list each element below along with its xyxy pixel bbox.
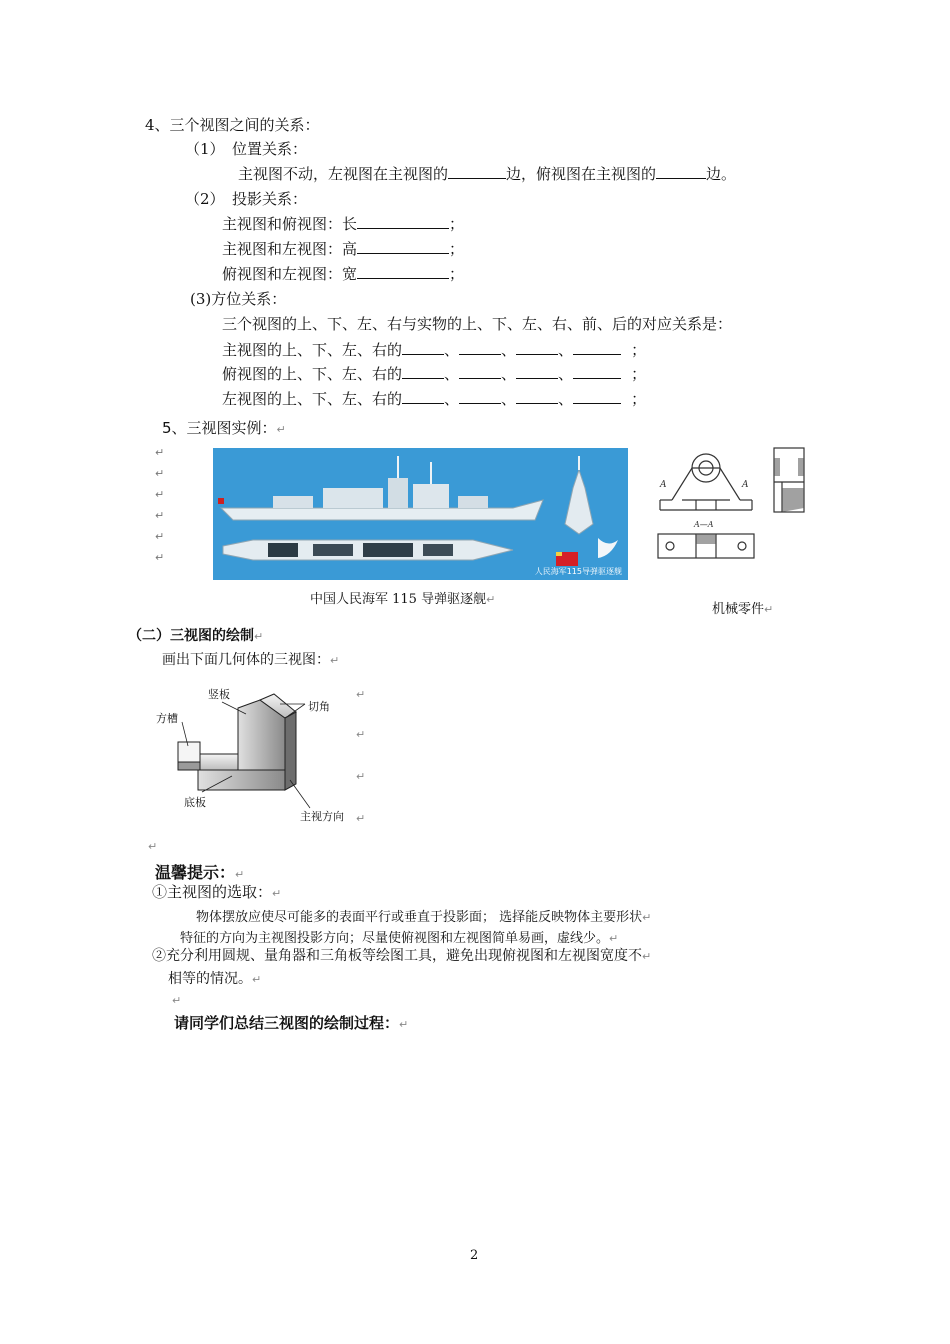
row-end: ；	[449, 215, 465, 233]
ship-caption	[310, 588, 495, 607]
row-end: ；	[631, 365, 647, 383]
orientation-row-text: 俯视图的上、下、左、右的	[222, 365, 403, 383]
projection-row	[222, 264, 464, 284]
projection-row-text: 俯视图和左视图：宽	[222, 265, 358, 283]
answer-blank	[516, 364, 558, 379]
paragraph-mark: ↵	[276, 423, 286, 436]
answer-blank	[357, 239, 449, 254]
orientation-intro: 三个视图的上、下、左、右与实物的上、下、左、右、前、后的对应关系是：	[222, 315, 733, 333]
projection-row	[222, 239, 464, 259]
orientation-row	[222, 364, 646, 384]
paragraph-mark: ↵	[272, 887, 282, 900]
tips-summary-text: 请同学们总结三视图的绘制过程：	[174, 1014, 400, 1032]
tips-heading-text: 温馨提示：	[155, 863, 236, 882]
separator: 、	[558, 341, 574, 359]
label-square-slot: 方槽	[156, 712, 178, 725]
paragraph-mark: ↵	[356, 728, 366, 741]
position-relation-line	[238, 164, 736, 184]
ship-caption-text: 中国人民海军 115 导弹驱逐舰	[310, 592, 487, 607]
paragraph-mark: ↵	[155, 530, 165, 543]
tips-summary	[174, 1012, 408, 1033]
label-chamfer: 切角	[308, 700, 330, 713]
ship-image-label: 人民海军115导弹驱逐舰	[534, 567, 622, 576]
answer-blank	[573, 389, 621, 404]
part2-heading-text: （二）三视图的绘制	[128, 628, 254, 644]
part-caption	[712, 598, 773, 617]
paragraph-mark: ↵	[486, 593, 496, 606]
answer-blank	[573, 340, 621, 355]
tips-item1-line2-text: 特征的方向为主视图投影方向；尽量使俯视图和左视图简单易画，虚线少。	[180, 931, 610, 946]
position-text-c: 边。	[706, 165, 737, 183]
projection-row-text: 主视图和俯视图：长	[222, 215, 358, 233]
tips-item2-line1-text: ②充分利用圆规、量角器和三角板等绘图工具，避免出现俯视图和左视图宽度不	[152, 948, 642, 964]
separator: 、	[444, 341, 460, 359]
position-relation-label: （1） 位置关系：	[185, 140, 308, 158]
orientation-relation-label: (3)方位关系：	[190, 290, 287, 308]
position-text-a: 主视图不动，左视图在主视图的	[238, 165, 449, 183]
part2-heading	[128, 626, 263, 647]
paragraph-mark: ↵	[155, 509, 165, 522]
geometric-solid-figure	[150, 680, 350, 825]
label-vertical-plate: 竖板	[208, 688, 230, 701]
tips-item2-line2-text: 相等的情况。	[168, 971, 252, 987]
section-view-label: A—A	[694, 520, 714, 529]
separator: 、	[501, 341, 517, 359]
paragraph-mark: ↵	[356, 770, 366, 783]
machine-part-drawing	[652, 438, 817, 573]
row-end: ；	[631, 341, 647, 359]
answer-blank	[459, 364, 501, 379]
paragraph-mark: ↵	[172, 994, 182, 1007]
answer-blank	[402, 364, 444, 379]
paragraph-mark: ↵	[399, 1018, 409, 1031]
paragraph-mark: ↵	[356, 812, 366, 825]
answer-blank	[402, 340, 444, 355]
label-main-direction: 主视方向	[300, 810, 344, 823]
paragraph-mark: ↵	[155, 488, 165, 501]
answer-blank	[357, 214, 449, 229]
page-number: 2	[470, 1248, 479, 1263]
tips-item2-line2	[168, 969, 261, 990]
orientation-row-text: 左视图的上、下、左、右的	[222, 390, 403, 408]
tips-item1-title	[152, 882, 281, 904]
separator: 、	[501, 390, 517, 408]
separator: 、	[558, 365, 574, 383]
answer-blank	[516, 389, 558, 404]
separator: 、	[444, 365, 460, 383]
tips-item1-title-text: ①主视图的选取：	[152, 883, 273, 901]
tips-item1-line1	[196, 906, 651, 925]
answer-blank	[448, 164, 506, 179]
projection-relation-label: （2） 投影关系：	[185, 190, 308, 208]
section5-title-text: 5、三视图实例：	[162, 419, 277, 437]
projection-row	[222, 214, 464, 234]
row-end: ；	[449, 240, 465, 258]
tips-item1-line2	[180, 927, 618, 946]
part-caption-text: 机械零件	[712, 602, 765, 617]
label-base-plate: 底板	[184, 796, 206, 809]
paragraph-mark: ↵	[642, 950, 652, 963]
tips-item2-line1	[152, 946, 651, 967]
row-end: ；	[631, 390, 647, 408]
paragraph-mark: ↵	[642, 911, 652, 924]
projection-row-text: 主视图和左视图：高	[222, 240, 358, 258]
separator: 、	[501, 365, 517, 383]
answer-blank	[573, 364, 621, 379]
section-marker-right: A	[742, 480, 749, 490]
orientation-row-text: 主视图的上、下、左、右的	[222, 341, 403, 359]
paragraph-mark: ↵	[155, 551, 165, 564]
paragraph-mark: ↵	[235, 868, 245, 881]
orientation-row	[222, 340, 646, 360]
paragraph-mark: ↵	[148, 840, 158, 853]
machine-part-svg	[652, 438, 817, 573]
answer-blank	[402, 389, 444, 404]
answer-blank	[516, 340, 558, 355]
paragraph-mark: ↵	[356, 688, 366, 701]
part2-instruction	[162, 650, 339, 671]
paragraph-mark: ↵	[254, 630, 264, 643]
separator: 、	[558, 390, 574, 408]
tips-item1-line1-text: 物体摆放应使尽可能多的表面平行或垂直于投影面； 选择能反映物体主要形状	[196, 910, 643, 925]
paragraph-mark: ↵	[330, 654, 340, 667]
part2-instruction-text: 画出下面几何体的三视图：	[162, 652, 330, 668]
section4-title: 4、三个视图之间的关系：	[145, 116, 320, 134]
section-marker-left: A	[660, 480, 667, 490]
orientation-row	[222, 389, 646, 409]
answer-blank	[459, 389, 501, 404]
answer-blank	[357, 264, 449, 279]
tips-heading	[155, 860, 244, 883]
section5-title	[162, 418, 286, 440]
paragraph-mark: ↵	[155, 446, 165, 459]
row-end: ；	[449, 265, 465, 283]
separator: 、	[444, 390, 460, 408]
paragraph-mark: ↵	[609, 932, 619, 945]
position-text-b: 边，俯视图在主视图的	[506, 165, 657, 183]
answer-blank	[656, 164, 706, 179]
paragraph-mark: ↵	[764, 603, 774, 616]
destroyer-drawing	[213, 448, 628, 580]
paragraph-mark: ↵	[155, 467, 165, 480]
answer-blank	[459, 340, 501, 355]
paragraph-mark: ↵	[252, 973, 262, 986]
destroyer-image	[213, 448, 628, 580]
